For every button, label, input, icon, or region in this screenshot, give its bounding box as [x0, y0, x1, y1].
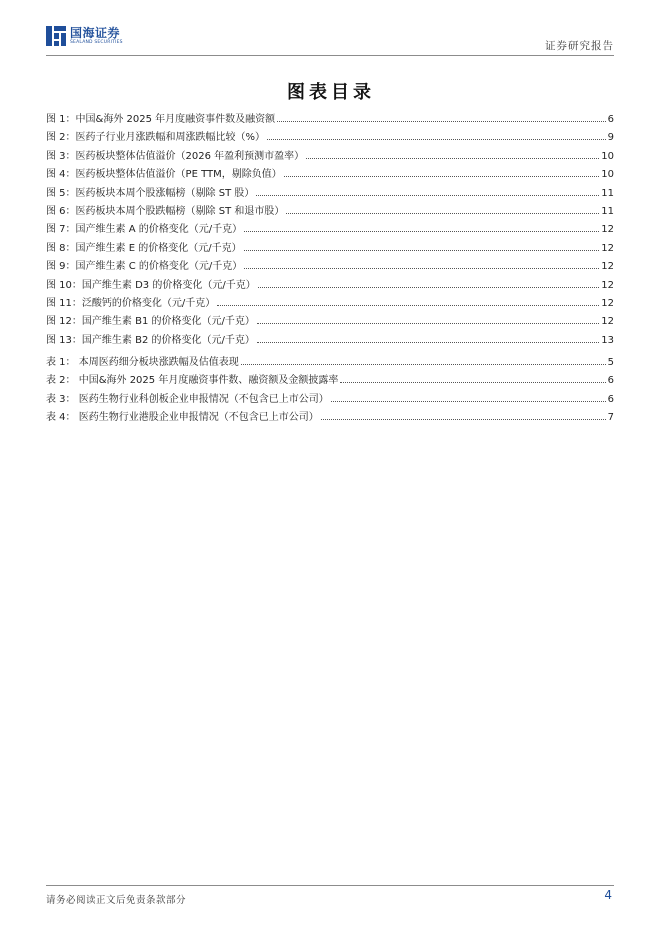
toc-entry-page: 12 — [601, 279, 614, 291]
toc-entry-figure[interactable] — [46, 147, 614, 165]
page-title: 图表目录 — [287, 82, 375, 103]
toc-leader — [306, 158, 599, 159]
toc-leader — [286, 213, 599, 214]
toc-entry-figure[interactable] — [46, 165, 614, 183]
sealand-logo-icon — [46, 26, 66, 46]
toc-entry-label: 图 8：国产维生素 E 的价格变化（元/千克） — [46, 242, 242, 254]
toc-leader — [284, 176, 600, 177]
toc-leader — [244, 268, 599, 269]
report-type-label: 证券研究报告 — [545, 40, 614, 52]
toc-leader — [321, 419, 606, 420]
toc-entry-figure[interactable] — [46, 128, 614, 146]
table-list — [46, 353, 614, 427]
page-header — [46, 26, 614, 54]
toc-entry-figure[interactable] — [46, 294, 614, 312]
toc-entry-table[interactable] — [46, 371, 614, 389]
toc-entry-page: 12 — [601, 297, 614, 309]
toc-entry-figure[interactable] — [46, 276, 614, 294]
toc-entry-page: 12 — [601, 242, 614, 254]
figure-list — [46, 110, 614, 349]
toc-leader — [244, 231, 599, 232]
toc-entry-label: 图 9：国产维生素 C 的价格变化（元/千克） — [46, 261, 243, 273]
toc-entry-page: 12 — [601, 224, 614, 236]
toc-entry-figure[interactable] — [46, 202, 614, 220]
toc-entry-page: 6 — [607, 114, 614, 125]
toc-entry-figure[interactable] — [46, 110, 614, 128]
toc-entry-label: 表 3： 医药生物行业科创板企业申报情况（不包含已上市公司） — [46, 393, 329, 405]
toc-leader — [331, 401, 606, 402]
toc-entry-label: 图 11：泛酸钙的价格变化（元/千克） — [46, 297, 216, 309]
footer-disclaimer: 请务必阅读正文后免责条款部分 — [46, 895, 187, 906]
toc-entry-label: 图 13：国产维生素 B2 的价格变化（元/千克） — [46, 334, 255, 346]
toc-leader — [217, 305, 599, 306]
toc-entry-figure[interactable] — [46, 239, 614, 257]
toc-entry-label: 图 3：医药板块整体估值溢价（2026 年盈利预测市盈率） — [46, 150, 305, 162]
logo-chinese-name: 国海证券 — [70, 25, 121, 40]
toc-leader — [256, 195, 599, 196]
toc-entry-label: 图 5：医药板块本周个股涨幅榜（剔除 ST 股） — [46, 187, 255, 199]
toc-leader — [257, 342, 599, 343]
toc-entry-page: 6 — [607, 393, 614, 405]
toc-entry-label: 图 1：中国&海外 2025 年月度融资事件数及融资额 — [46, 114, 276, 125]
toc-entry-table[interactable] — [46, 390, 614, 408]
toc-entry-label: 图 7：国产维生素 A 的价格变化（元/千克） — [46, 224, 243, 236]
toc-entry-page: 11 — [601, 205, 614, 217]
toc-entry-label: 图 12：国产维生素 B1 的价格变化（元/千克） — [46, 316, 255, 328]
toc-entry-figure[interactable] — [46, 312, 614, 330]
toc-leader — [277, 121, 605, 122]
toc-entry-page: 12 — [601, 261, 614, 273]
toc-entry-figure[interactable] — [46, 220, 614, 238]
toc-entry-label: 表 2： 中国&海外 2025 年月度融资事件数、融资额及金额披露率 — [46, 375, 339, 387]
toc-entry-page: 5 — [607, 357, 614, 368]
toc-entry-page: 6 — [607, 375, 614, 387]
toc-entry-label: 表 1： 本周医药细分板块涨跌幅及估值表现 — [46, 357, 239, 368]
toc-entry-label: 图 6：医药板块本周个股跌幅榜（剔除 ST 和退市股） — [46, 205, 285, 217]
toc-leader — [244, 250, 600, 251]
toc-entry-page: 13 — [601, 334, 614, 346]
toc-entry-page: 9 — [607, 132, 614, 144]
toc-entry-label: 图 10：国产维生素 D3 的价格变化（元/千克） — [46, 279, 256, 291]
toc-entry-table[interactable] — [46, 408, 614, 426]
toc-entry-label: 图 2：医药子行业月涨跌幅和周涨跌幅比较（%） — [46, 132, 266, 144]
page-number: 4 — [604, 888, 612, 902]
logo-english-name: SEALAND SECURITIES — [70, 39, 123, 45]
toc-entry-page: 12 — [601, 316, 614, 328]
toc-entry-label: 图 4：医药板块整体估值溢价（PE TTM，剔除负值） — [46, 169, 282, 181]
toc-entry-page: 10 — [601, 150, 614, 162]
toc-entry-figure[interactable] — [46, 331, 614, 349]
toc-entry-figure[interactable] — [46, 184, 614, 202]
footer-divider — [46, 885, 614, 886]
toc-entry-table[interactable] — [46, 353, 614, 371]
toc-leader — [258, 287, 600, 288]
header-divider — [46, 55, 614, 56]
toc-entry-page: 10 — [601, 169, 614, 181]
toc-entry-label: 表 4： 医药生物行业港股企业申报情况（不包含已上市公司） — [46, 412, 319, 424]
toc-leader — [267, 139, 606, 140]
toc-leader — [340, 382, 605, 383]
toc-entry-figure[interactable] — [46, 257, 614, 275]
toc-entry-page: 7 — [607, 412, 614, 424]
toc-leader — [257, 323, 599, 324]
company-logo — [46, 26, 123, 46]
toc-leader — [241, 364, 606, 365]
toc-entry-page: 11 — [601, 187, 614, 199]
